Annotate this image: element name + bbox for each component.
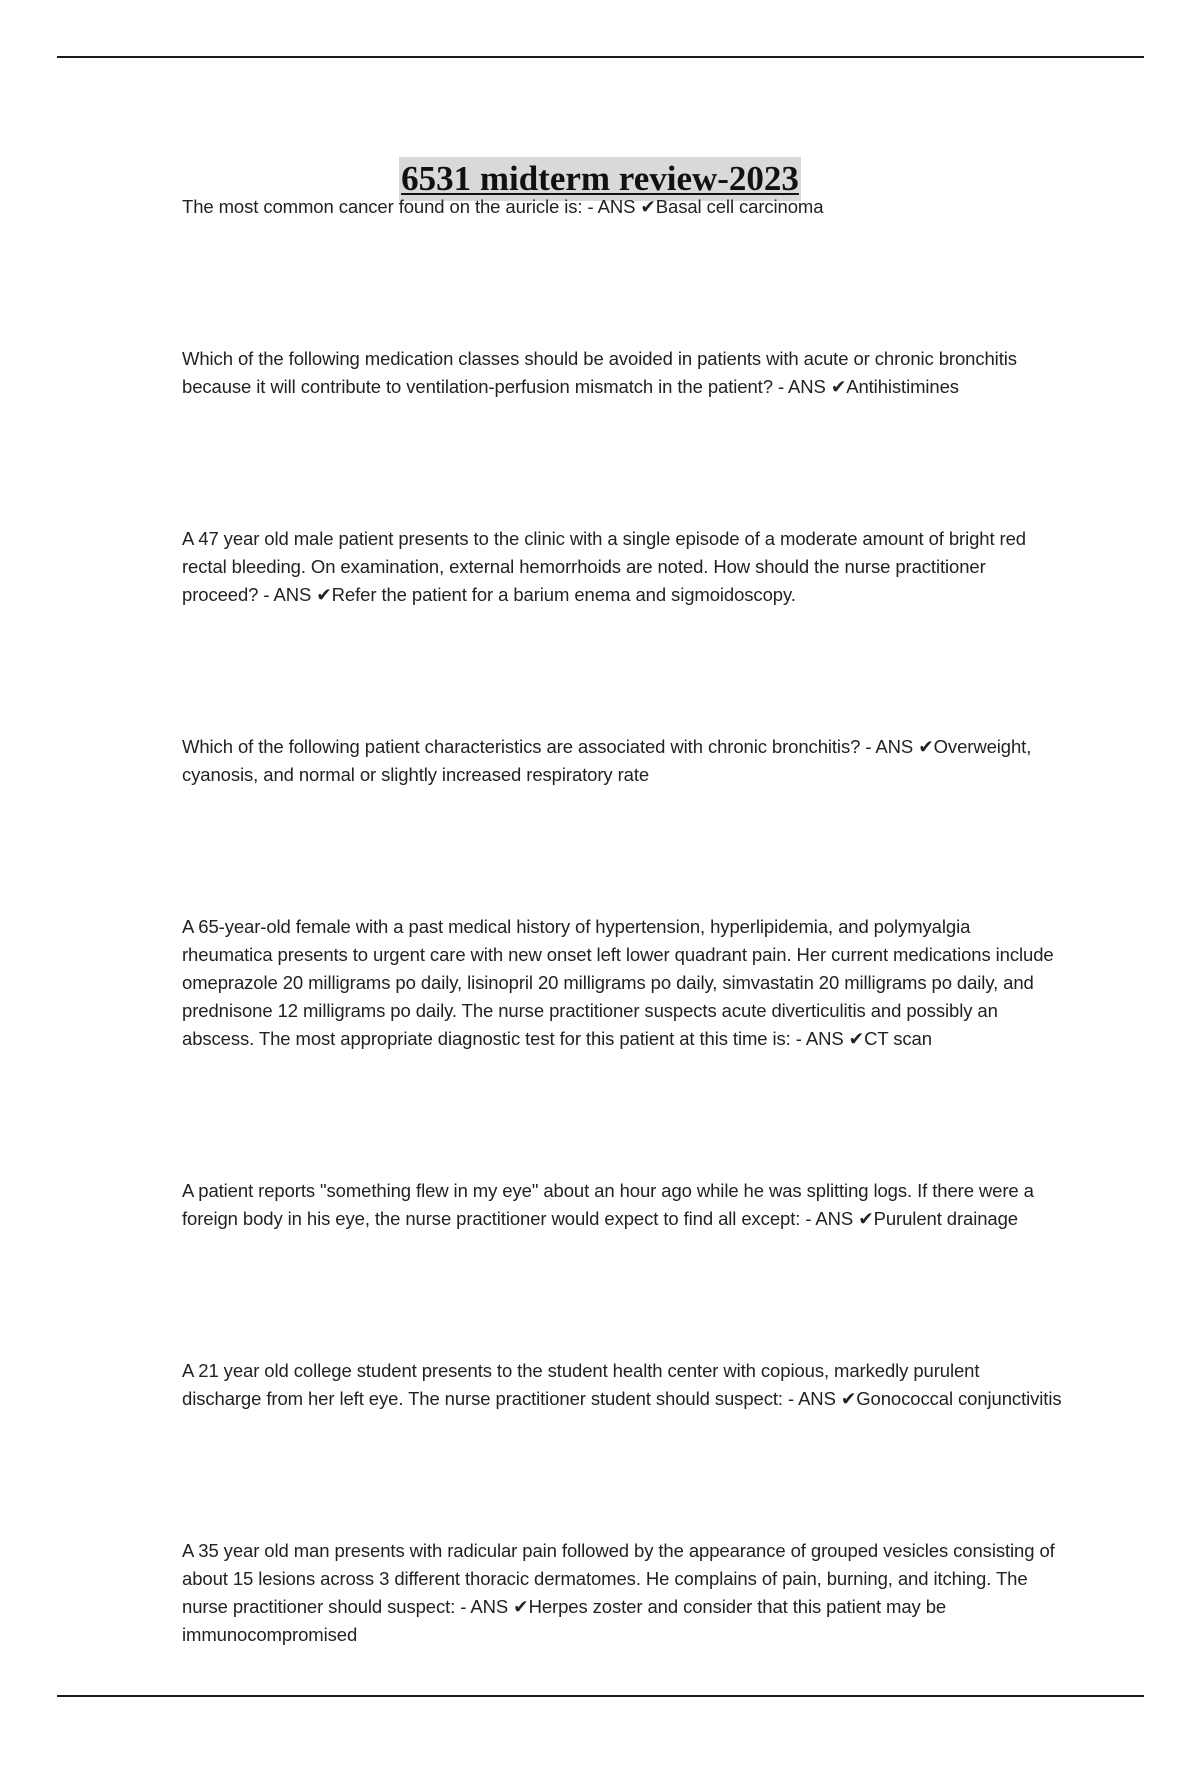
checkmark-icon: ✔ [513,1596,529,1617]
checkmark-icon: ✔ [316,584,332,605]
checkmark-icon: ✔ [640,196,656,217]
top-divider [57,56,1144,58]
answer-marker: - ANS [263,584,312,605]
answer-marker: - ANS [787,1388,836,1409]
answer-text: CT scan [864,1028,932,1049]
answer-text: Basal cell carcinoma [655,196,824,217]
qa-item [182,733,1062,789]
question-text: A 35 year old man presents with radicular pain followed by the appearance of grouped vesicles consisting of about 15 lesions across 3 different thoracic dermatomes. He complains of pain, burning, and itching. The nurse practitioner should suspect: [182,1540,1055,1617]
answer-text: Purulent drainage [873,1208,1018,1229]
question-text: A patient reports "something flew in my eye" about an hour ago while he was splitting logs. If there were a foreign body in his eye, the nurse practitioner would expect to find all except: [182,1180,1034,1229]
checkmark-icon: ✔ [918,736,934,757]
answer-text: Herpes zoster and consider that this patient may be immunocompromised [182,1596,947,1645]
answer-text: Antihistimines [846,376,959,397]
qa-item [182,1537,1062,1649]
question-text: A 21 year old college student presents to the student health center with copious, markedly purulent discharge from her left eye. The nurse practitioner student should suspect: [182,1360,980,1409]
qa-item [182,345,1062,401]
qa-list [182,193,1062,1773]
answer-text: Refer the patient for a barium enema and sigmoidoscopy. [331,584,796,605]
question-text: Which of the following patient characteristics are associated with chronic bronchitis? [182,736,861,757]
checkmark-icon: ✔ [830,376,847,397]
qa-item [182,525,1062,609]
checkmark-icon: ✔ [840,1388,857,1409]
answer-marker: - ANS [587,196,636,217]
checkmark-icon: ✔ [848,1028,865,1049]
question-text: A 47 year old male patient presents to the clinic with a single episode of a moderate amount of bright red rectal bleeding. On examination, external hemorrhoids are noted. How should the nurse practitioner proceed? [182,528,1026,605]
answer-marker: - ANS [460,1596,509,1617]
qa-item [182,913,1062,1053]
qa-item [182,1357,1062,1413]
checkmark-icon: ✔ [858,1208,874,1229]
answer-text: Overweight, cyanosis, and normal or slightly increased respiratory rate [182,736,1032,785]
question-text: A 65-year-old female with a past medical history of hypertension, hyperlipidemia, and polymyalgia rheumatica presents to urgent care with new onset left lower quadrant pain. Her current medications include omeprazole 20 milligrams po daily, lisinopril 20 milligrams po daily, simvastatin 20 milligrams po daily, and prednisone 12 milligrams po daily. The nurse practitioner suspects acute diverticulitis and possibly an abscess. The most appropriate diagnostic test for this patient at this time is: [182,916,1054,1049]
answer-text: Gonococcal conjunctivitis [856,1388,1062,1409]
answer-marker: - ANS [777,376,826,397]
qa-item [182,193,1062,221]
answer-marker: - ANS [865,736,914,757]
answer-marker: - ANS [795,1028,844,1049]
question-text: The most common cancer found on the auricle is: [182,196,583,217]
answer-marker: - ANS [805,1208,854,1229]
page-title: 6531 midterm review-2023 [399,157,801,201]
question-text: Which of the following medication classes should be avoided in patients with acute or chronic bronchitis because it will contribute to ventilation-perfusion mismatch in the patient? [182,348,1017,397]
bottom-divider [57,1695,1144,1697]
qa-item [182,1177,1062,1233]
